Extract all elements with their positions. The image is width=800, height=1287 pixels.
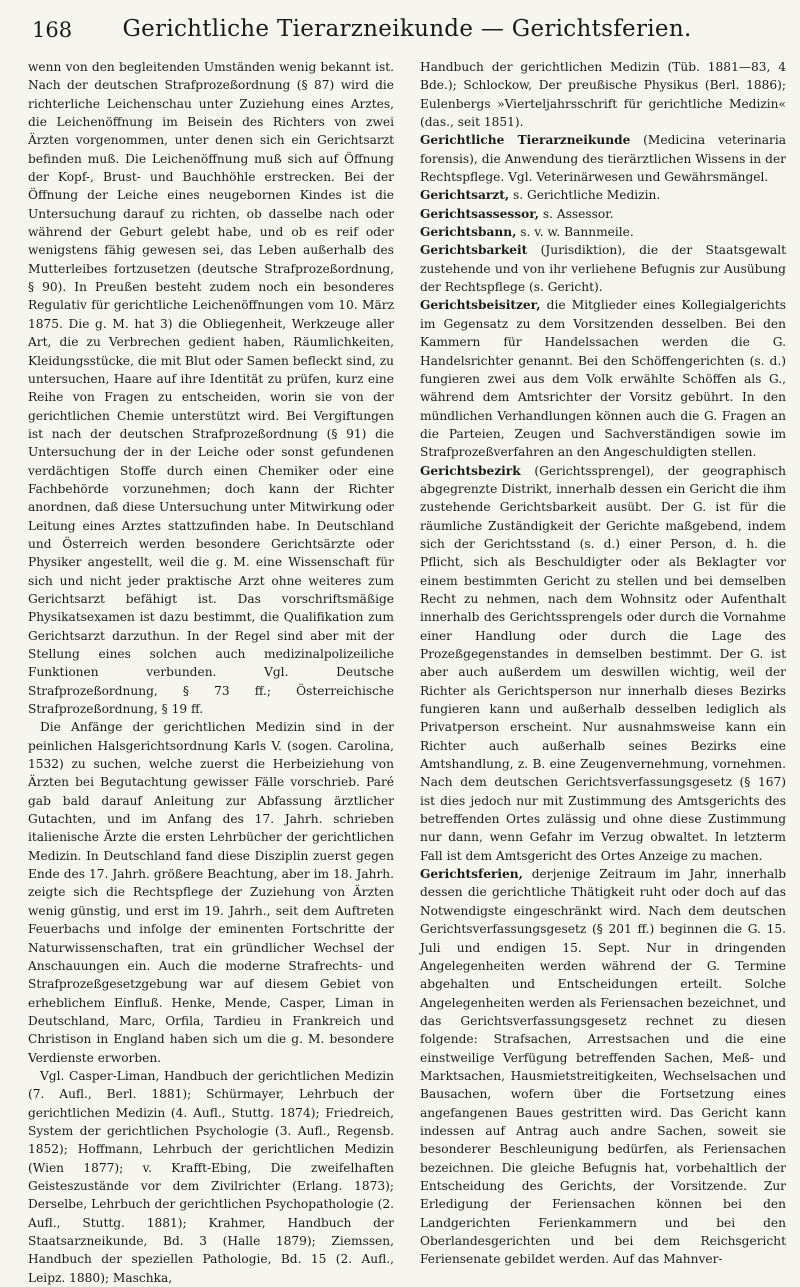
left-column [28,58,394,1287]
entry-body: s. Gerichtliche Medizin. [509,188,661,203]
entry-headword: Gerichtsassessor, [420,206,539,221]
page-number: 168 [32,18,73,42]
entry-headword: Gerichtsbarkeit [420,243,528,258]
entry-headword: Gerichtliche Tierarzneikunde [420,133,631,148]
entry-body: (Medicina veterinaria forensis), die Anwendung des tierärztlichen Wissens in der Rechtspflege. Vgl. Veterinärwesen und Gewährsmängel. [420,133,786,185]
entry-body: (Gerichtssprengel), der geographisch abgegrenzte Distrikt, innerhalb dessen ein Gericht die ihm zustehende Gerichtsbarkeit ausübt. Der G. ist für die räumliche Zuständigkeit der Gerichte maßgebend, indem sich der Gerichtsstand (s. d.) einer Person, d. h. die Pflicht, sich als Beschuldigter oder als Beklagter vor einem bestimmten Gericht zu stellen und bei demselben Recht zu nehmen, nach dem Wohnsitz oder Aufenthalt innerhalb des Gerichtssprengels oder durch die Vornahme einer Handlung oder durch die Lage des Prozeßgegenstandes in demselben bestimmt. Der G. ist aber auch außerdem um deswillen wichtig, weil der Richter als Gerichtsperson nur innerhalb dieses Bezirks fungieren kann und außerhalb desselben lediglich als Privatperson erscheint. Nur ausnahmsweise kann ein Richter auch außerhalb seines Bezirks eine Amtshandlung, z. B. eine Zeugenvernehmung, vornehmen. Nach dem deutschen Gerichtsverfassungsgesetz (§ 167) ist dies jedoch nur mit Zustimmung des Amtsgerichts des betreffenden Ortes zulässig und ohne diese Zustimmung nur dann, wenn Gefahr im Verzug obwaltet. In letzterm Fall ist dem Amtsgericht des Ortes Anzeige zu machen. [420,463,786,863]
entry-body: (Jurisdiktion), die der Staatsgewalt zustehende und von ihr verliehene Befugnis zur Ausübung der Rechtspflege (s. Gericht). [420,243,786,295]
entry-body: s. Assessor. [539,206,614,221]
dictionary-entry [420,296,786,461]
dictionary-entry [420,223,786,241]
text-columns [28,58,786,1287]
running-title: Gerichtliche Tierarzneikunde — Gerichtsferien. [122,16,692,42]
paragraph: Handbuch der gerichtlichen Medizin (Tüb. 1881—83, 4 Bde.); Schlockow, Der preußische Physikus (Berl. 1886); Eulenbergs »Vierteljahrsschrift für gerichtliche Medizin« (das., seit 1851). [420,60,786,130]
indented-paragraph: Die Anfänge der gerichtlichen Medizin sind in der peinlichen Halsgerichtsordnung Karls V. (sogen. Carolina, 1532) zu suchen, welche zuerst die Herbeiziehung von Ärzten bei Begutachtung gewisser Fälle vorschrieb. Paré gab bald darauf Anleitung zur Abfassung ärztlicher Gutachten, und im Anfang des 17. Jahrh. schrieben italienische Ärzte die ersten Lehrbücher der gerichtlichen Medizin. In Deutschland fand diese Disziplin zuerst gegen Ende des 17. Jahrh. größere Beachtung, aber im 18. Jahrh. zeigte sich die Rechtspflege der Zuziehung von Ärzten wenig günstig, und erst im 19. Jahrh., seit dem Auftreten Feuerbachs und infolge der eminenten Fortschritte der Naturwissenschaften, trat ein gründlicher Wechsel der Anschauungen ein. Auch die moderne Strafrechts- und Strafprozeßgesetzgebung war auf diesem Gebiet von erheblichem Einfluß. Henke, Mende, Casper, Liman in Deutschland, Marc, Orfila, Tardieu in Frankreich und Christison in England haben sich um die g. M. besondere Verdienste erworben. [28,720,394,1065]
dictionary-entry [420,186,786,204]
dictionary-entry [420,865,786,1269]
page-header [28,6,786,58]
indented-paragraph: Vgl. Casper-Liman, Handbuch der gerichtlichen Medizin (7. Aufl., Berl. 1881); Schürmayer, Lehrbuch der gerichtlichen Medizin (4. Aufl., Stuttg. 1874); Friedreich, System der gerichtlichen Psychologie (3. Aufl., Regensb. 1852); Hoffmann, Lehrbuch der gerichtlichen Medizin (Wien 1877); v. Krafft-Ebing, Die zweifelhaften Geisteszustände vor dem Zivilrichter (Erlang. 1873); Derselbe, Lehrbuch der gerichtlichen Psychopathologie (2. Aufl., Stuttg. 1881); Krahmer, Handbuch der Staatsarzneikunde, Bd. 3 (Halle 1879); Ziemssen, Handbuch der speziellen Pathologie, Bd. 15 (2. Aufl., Leipz. 1880); Maschka, [28,1068,394,1285]
entry-headword: Gerichtsbezirk [420,463,521,478]
right-column [420,58,786,1287]
entry-headword: Gerichtsferien, [420,867,523,882]
entry-headword: Gerichtsarzt, [420,188,510,203]
entry-headword: Gerichtsbeisitzer, [420,298,541,313]
paragraph: wenn von den begleitenden Umständen wenig bekannt ist. Nach der deutschen Strafprozeßordnung (§ 87) wird die richterliche Leichenschau unter Zuziehung eines Arztes, die Leichenöffnung im Beisein des Richters von zwei Ärzten vorgenommen, unter denen sich ein Gerichtsarzt befinden muß. Die Leichenöffnung muß sich auf Öffnung der Kopf-, Brust- und Bauchhöhle erstrecken. Bei der Öffnung der Leiche eines neugebornen Kindes ist die Untersuchung darauf zu richten, ob dasselbe nach oder während der Geburt gelebt habe, und ob es reif oder wenigstens fähig gewesen sei, das Leben außerhalb des Mutterleibes fortzusetzen (deutsche Strafprozeßordnung, § 90). In Preußen besteht zudem noch ein besonderes Regulativ für gerichtliche Leichenöffnungen vom 10. März 1875. Die g. M. hat 3) die Obliegenheit, Werkzeuge aller Art, die zu Verbrechen gedient haben, Räumlichkeiten, Kleidungsstücke, die mit Blut oder Samen befleckt sind, zu untersuchen, Haare auf ihre Identität zu prüfen, kurz eine Reihe von Fragen zu entscheiden, worin sie von der gerichtlichen Chemie unterstützt wird. Bei Vergiftungen ist nach der deutschen Strafprozeßordnung (§ 91) die Untersuchung der in der Leiche oder sonst gefundenen verdächtigen Stoffe durch einen Chemiker oder eine Fachbehörde vorzunehmen; doch kann der Richter anordnen, daß diese Untersuchung unter Mitwirkung oder Leitung eines Arztes stattzufinden habe. In Deutschland und Österreich werden besondere Gerichtsärzte oder Physiker angestellt, weil die g. M. eine Wissenschaft für sich und nicht jeder praktische Arzt ohne weiteres zum Gerichtsarzt befähigt ist. Das vorschriftsmäßige Physikatsexamen ist dazu bestimmt, die Qualifikation zum Gerichtsarzt darzuthun. In der Regel sind aber mit der Stellung eines solchen auch medizinalpolizeiliche Funktionen verbunden. Vgl. Deutsche Strafprozeßordnung, § 73 ff.; Österreichische Strafprozeßordnung, § 19 ff. [28,60,394,717]
entry-body: s. v. w. Bannmeile. [516,225,634,240]
entry-body: derjenige Zeitraum im Jahr, innerhalb dessen die gerichtliche Thätigkeit ruht oder doch auf das Notwendigste eingeschränkt wird. Nach dem deutschen Gerichtsverfassungsgesetz (§ 201 ff.) beginnen die G. 15. Juli und endigen 15. Sept. Nur in dringenden Angelegenheiten werden während der G. Termine abgehalten und Entscheidungen erteilt. Solche Angelegenheiten werden als Feriensachen bezeichnet, und das Gerichtsverfassungsgesetz rechnet zu diesen folgende: Strafsachen, Arrestsachen und die eine einstweilige Verfügung betreffenden Sachen, Meß- und Marktsachen, Hausmietstreitigkeiten, Wechselsachen und Bausachen, wofern über die Fortsetzung eines angefangenen Baues gestritten wird. Das Gericht kann indessen auf Antrag auch andre Sachen, soweit sie besonderer Beschleunigung bedürfen, als Feriensachen bezeichnen. Die gleiche Befugnis hat, vorbehaltlich der Entscheidung des Gerichts, der Vorsitzende. Zur Erledigung der Feriensachen können bei den Landgerichten Ferienkammern und bei den Oberlandesgerichten und bei dem Reichsgericht Feriensenate gebildet werden. Auf das Mahnver- [420,867,786,1267]
dictionary-entry [420,462,786,866]
entry-headword: Gerichtsbann, [420,225,517,240]
entry-body: die Mitglieder eines Kollegialgerichts im Gegensatz zu dem Vorsitzenden desselben. Bei den Kammern für Handelssachen werden die G. Handelsrichter genannt. Bei den Schöffengerichten (s. d.) fungieren zwei aus dem Volk erwählte Schöffen als G., während dem Amtsrichter der Vorsitz gebührt. In den mündlichen Verhandlungen können auch die G. Fragen an die Parteien, Zeugen und Sachverständigen sowie im Strafprozeßverfahren an den Angeschuldigten stellen. [420,298,786,460]
dictionary-entry [420,131,786,186]
dictionary-entry [420,205,786,223]
dictionary-entry [420,241,786,296]
